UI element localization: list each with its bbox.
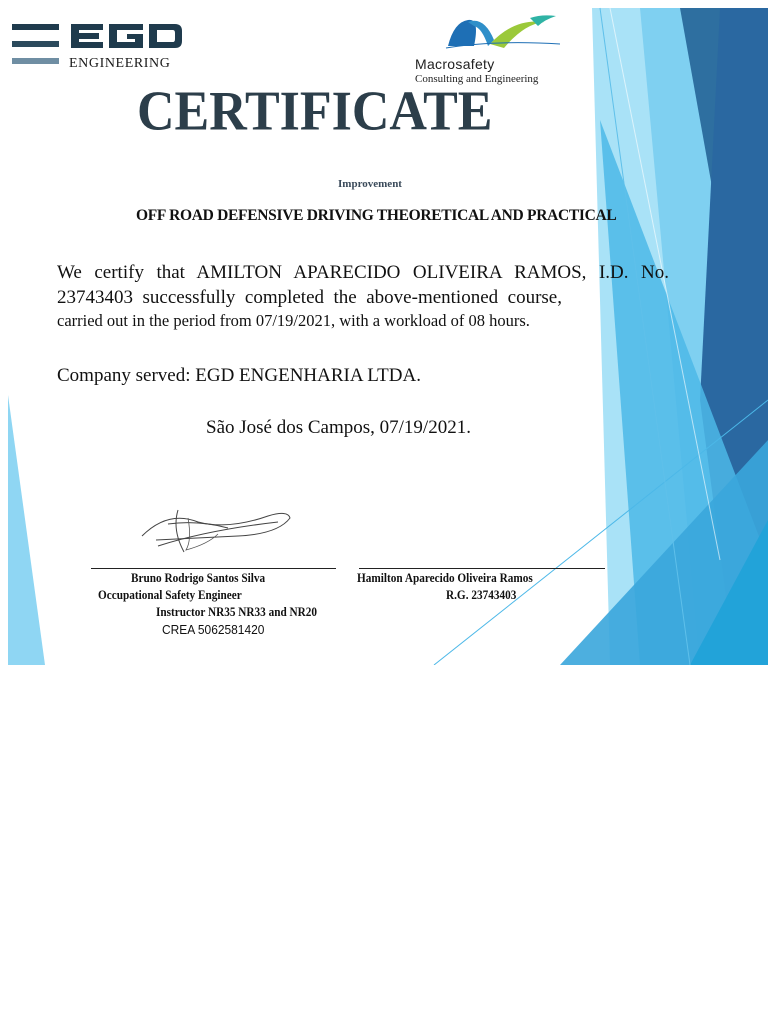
course-name: OFF ROAD DEFENSIVE DRIVING THEORETICAL AND PRACTICAL xyxy=(136,207,617,224)
statement-line: 23743403 successfully completed the above-mentioned course, xyxy=(57,287,562,308)
student-rg-number: R.G. 23743403 xyxy=(446,588,517,602)
decor-left-light-triangle xyxy=(8,395,45,665)
signer-crea-number: CREA 5062581420 xyxy=(162,622,265,637)
signature-line-right xyxy=(359,568,605,569)
statement-line: carried out in the period from 07/19/2021, with a workload of 08 hours. xyxy=(57,311,530,330)
macrosafety-logo-tagline: Consulting and Engineering xyxy=(415,73,539,85)
signer-role: Occupational Safety Engineer xyxy=(98,588,242,602)
certification-statement xyxy=(57,260,669,332)
company-served: Company served: EGD ENGENHARIA LTDA. xyxy=(57,365,421,386)
certificate-subtitle: Improvement xyxy=(338,178,402,190)
certificate-title: CERTIFICATE xyxy=(137,81,493,143)
egd-logo-bar xyxy=(12,24,59,30)
student-name: Hamilton Aparecido Oliveira Ramos xyxy=(357,571,533,585)
place-and-date: São José dos Campos, 07/19/2021. xyxy=(206,417,471,438)
egd-logo-letters xyxy=(69,22,184,50)
egd-logo-bar xyxy=(12,58,59,64)
macrosafety-logo-name: Macrosafety xyxy=(415,56,495,72)
macrosafety-logo-mark xyxy=(444,14,562,54)
macrosafety-logo xyxy=(412,14,582,89)
handwritten-signature xyxy=(128,500,298,562)
signature-line-left xyxy=(91,568,336,569)
egd-logo-bar xyxy=(12,41,59,47)
signer-instructor-credentials: Instructor NR35 NR33 and NR20 xyxy=(156,605,318,619)
signer-name: Bruno Rodrigo Santos Silva xyxy=(131,571,266,585)
egd-logo-word: ENGINEERING xyxy=(69,56,171,71)
egd-logo xyxy=(12,22,182,72)
statement-line: We certify that AMILTON APARECIDO OLIVEIRA RAMOS, I.D. No. xyxy=(57,262,669,283)
